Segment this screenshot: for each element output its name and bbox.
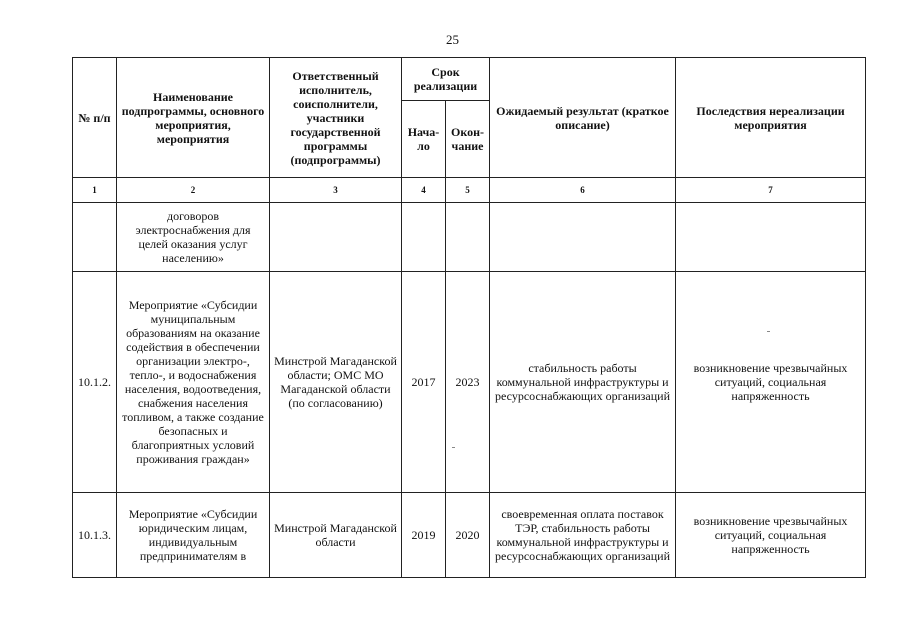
activity-name: Мероприятие «Субсидии муниципальным образованиям на оказание содействия в обеспечении организации электро-, тепло-, и водоснабжения населения, водоотведения, снабжения населения топливом, а также создание безопасных и благоприятных условий проживания граждан»	[117, 272, 270, 493]
page-number: 25	[446, 32, 459, 47]
header-end: Окон-чание	[446, 101, 490, 178]
consequences-cell	[676, 203, 866, 272]
consequences-cell: возникновение чрезвычайных ситуаций, социальная напряженность	[676, 272, 866, 493]
row-number: 10.1.2.	[73, 272, 117, 493]
consequences-cell: возникновение чрезвычайных ситуаций, социальная напряженность	[676, 493, 866, 578]
column-number: 1	[73, 178, 117, 203]
end-year: 2023	[446, 272, 490, 493]
program-activities-table	[72, 57, 866, 578]
responsible-cell: Минстрой Магаданской области	[270, 493, 402, 578]
column-number: 7	[676, 178, 866, 203]
column-number: 4	[402, 178, 446, 203]
header-responsible: Ответственный исполнитель, соисполнители, участники государственной программы (подпрограммы)	[270, 58, 402, 178]
header-result: Ожидаемый результат (краткое описание)	[490, 58, 676, 178]
start-year	[402, 203, 446, 272]
header-num: № п/п	[73, 58, 117, 178]
expected-result: своевременная оплата поставок ТЭР, стабильность работы коммунальной инфраструктуры и ресурсоснабжающих организаций	[490, 493, 676, 578]
start-year: 2017	[402, 272, 446, 493]
header-name: Наименование подпрограммы, основного мероприятия, мероприятия	[117, 58, 270, 178]
expected-result: стабильность работы коммунальной инфраструктуры и ресурсоснабжающих организаций	[490, 272, 676, 493]
responsible-cell	[270, 203, 402, 272]
column-number: 6	[490, 178, 676, 203]
end-year	[446, 203, 490, 272]
column-number: 3	[270, 178, 402, 203]
column-number: 2	[117, 178, 270, 203]
header-consequences: Последствия нереализации мероприятия	[676, 58, 866, 178]
table-row	[73, 272, 866, 493]
row-number: 10.1.3.	[73, 493, 117, 578]
header-start: Нача-ло	[402, 101, 446, 178]
table-row	[73, 493, 866, 578]
start-year: 2019	[402, 493, 446, 578]
table-row	[73, 203, 866, 272]
scan-speck	[452, 447, 455, 448]
responsible-cell: Минстрой Магаданской области; ОМС МО Магаданской области (по согласованию)	[270, 272, 402, 493]
column-number: 5	[446, 178, 490, 203]
column-number-row	[73, 178, 866, 203]
scan-speck	[767, 331, 770, 332]
expected-result	[490, 203, 676, 272]
end-year: 2020	[446, 493, 490, 578]
header-row	[73, 58, 866, 101]
activity-name: Мероприятие «Субсидии юридическим лицам, индивидуальным предпринимателям в	[117, 493, 270, 578]
activity-name: договоров электроснабжения для целей оказания услуг населению»	[117, 203, 270, 272]
header-period: Срок реализации	[402, 58, 490, 101]
row-number	[73, 203, 117, 272]
